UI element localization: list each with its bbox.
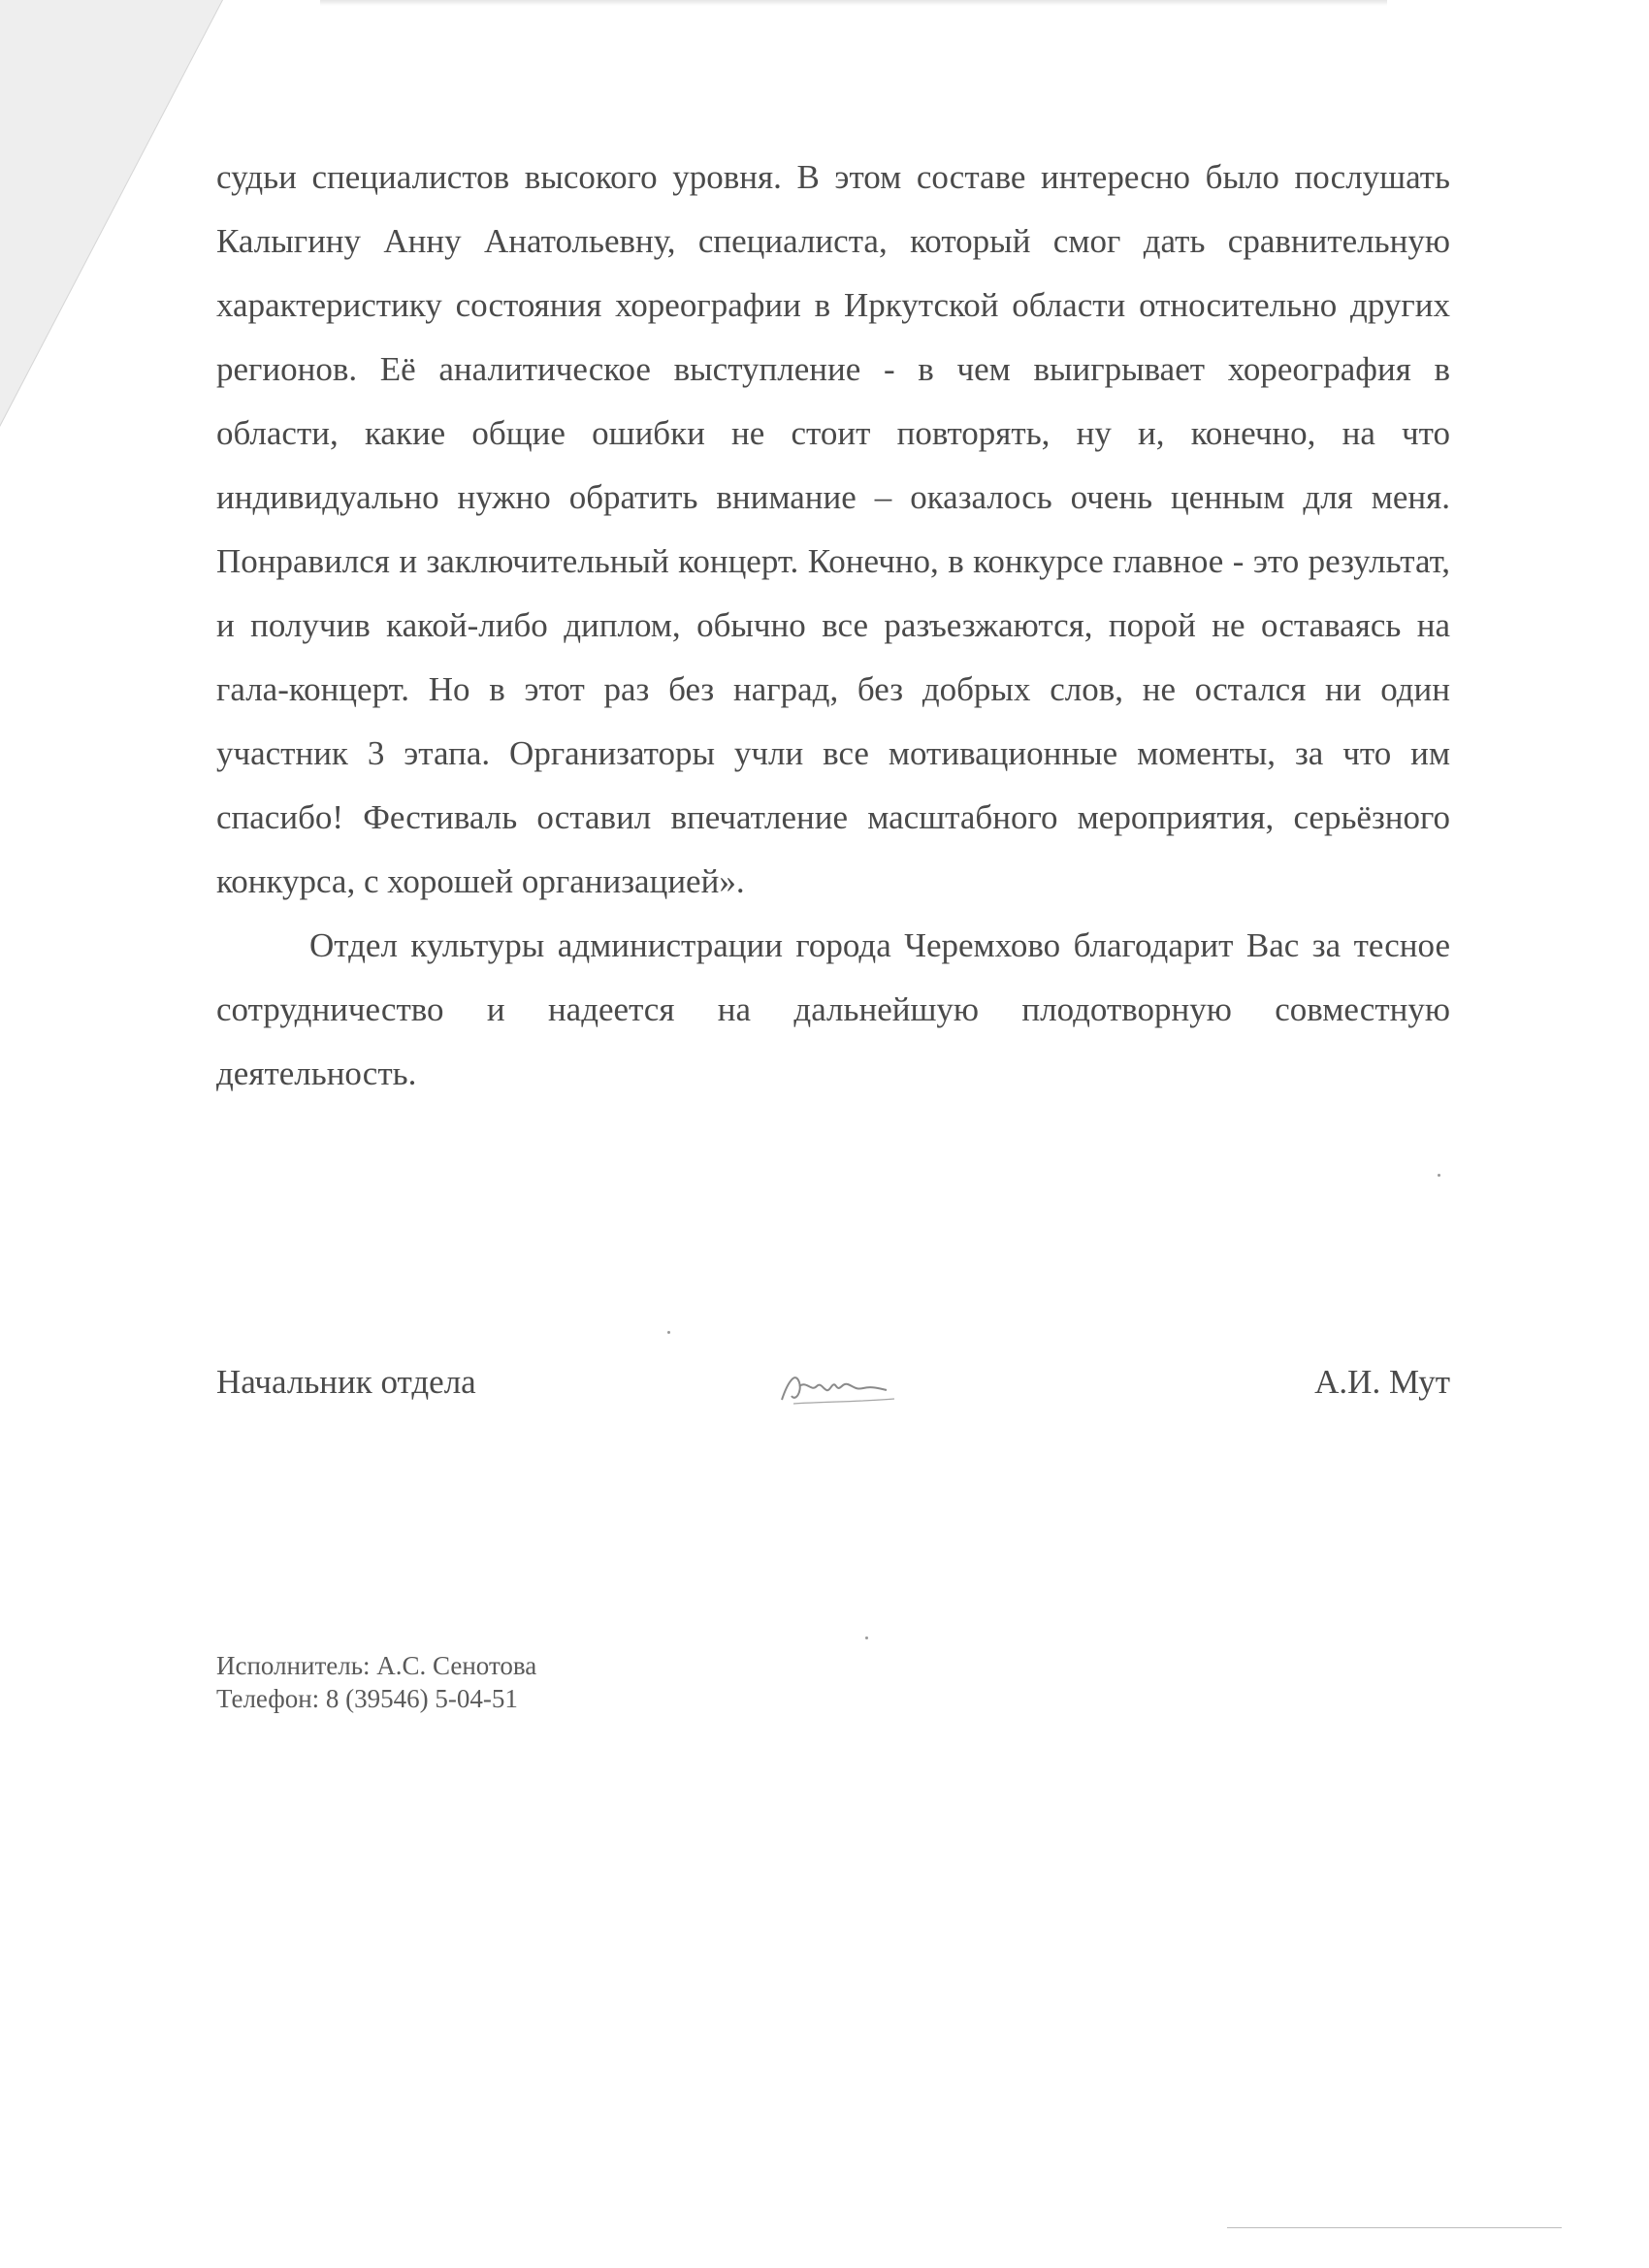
letter-body xyxy=(216,146,1450,1106)
folded-corner xyxy=(0,0,223,427)
scan-edge-shadow xyxy=(320,0,1387,6)
handwritten-signature xyxy=(774,1353,900,1411)
phone-line: Телефон: 8 (39546) 5-04-51 xyxy=(216,1684,518,1713)
signatory-position: Начальник отдела xyxy=(216,1363,476,1401)
paragraph-continuation: судьи специалистов высокого уровня. В этом составе интересно было послушать Калыгину Анну Анатольевну, специалиста, который смог дать сравнительную характеристику состояния хореографии в Иркутской области относительно других регионов. Её аналитическое выступление - в чем выигрывает хореография в области, какие общие ошибки не стоит повторять, ну и, конечно, на что индивидуально нужно обратить внимание – оказалось очень ценным для меня. Понравился и заключительный концерт. Конечно, в конкурсе главное - это результат, и получив какой-либо диплом, обычно все разъезжаются, порой не оставаясь на гала-концерт. Но в этот раз без наград, без добрых слов, не остался ни один участник 3 этапа. Организаторы учли все мотивационные моменты, за что им спасибо! Фестиваль оставил впечатление масштабного мероприятия, серьёзного конкурса, с хорошей организацией». xyxy=(216,158,1450,900)
footer-rule xyxy=(1227,2227,1562,2228)
scan-speck xyxy=(865,1636,868,1639)
scan-speck xyxy=(1438,1174,1440,1177)
contact-info xyxy=(216,1649,536,1715)
signature-block xyxy=(216,1353,1450,1411)
signatory-name: А.И. Мут xyxy=(1314,1363,1450,1401)
executor-line: Исполнитель: А.С. Сенотова xyxy=(216,1651,537,1680)
scan-speck xyxy=(667,1331,670,1334)
paragraph-gratitude: Отдел культуры администрации города Черемхово благодарит Вас за тесное сотрудничество и надеется на дальнейшую плодотворную совместную деятельность. xyxy=(216,926,1450,1092)
